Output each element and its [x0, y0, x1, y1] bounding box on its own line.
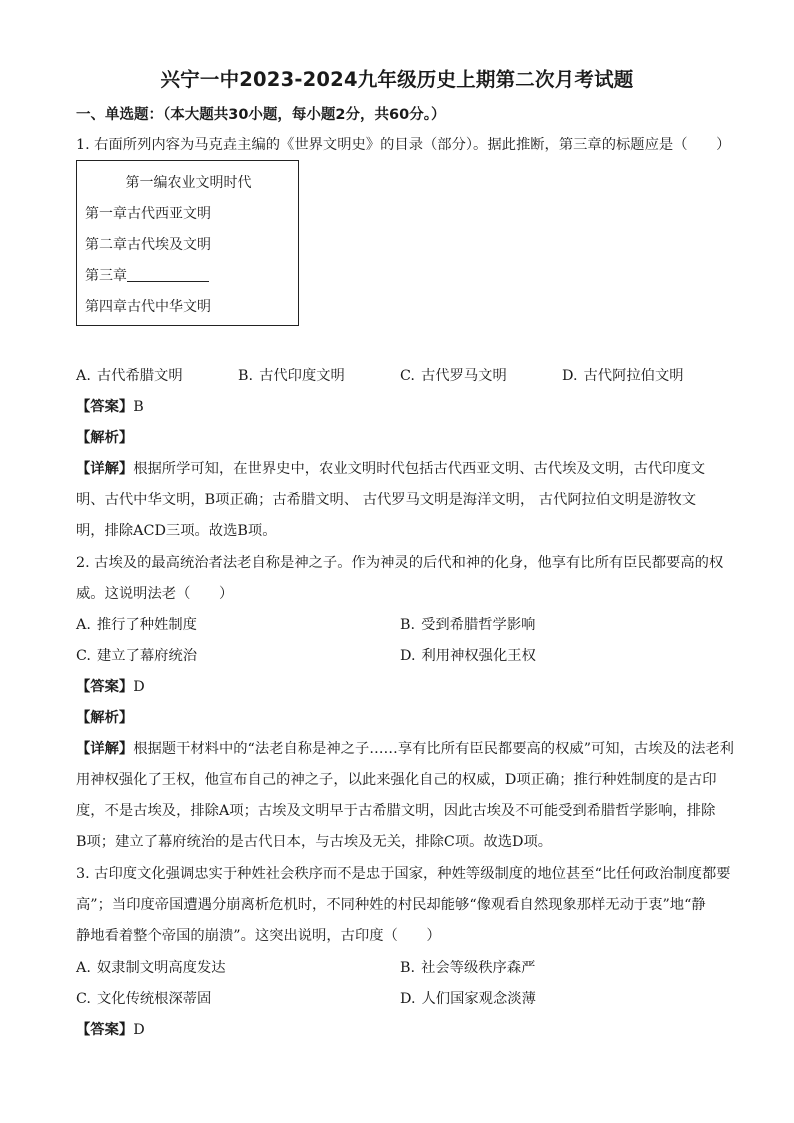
q1-stem: 1. 右面所列内容为马克垚主编的《世界文明史》的目录（部分）。据此推断，第三章的标题应是（ ）	[76, 137, 731, 153]
q1-answer: 【答案】B	[76, 399, 144, 415]
page-title: 兴宁一中2023-2024九年级历史上期第二次月考试题	[160, 68, 634, 91]
q3-option-b[interactable]: B. 社会等级秩序森严	[400, 960, 536, 976]
q3-stem-line-2: 高”；当印度帝国遭遇分崩离析危机时，不同种姓的村民却能够“像观看自然现象那样无动于衷”地“静	[76, 897, 706, 913]
q2-option-b[interactable]: B. 受到希腊哲学影响	[400, 617, 536, 633]
q1-analysis-label: 【解析】	[76, 430, 134, 446]
toc-chapter-3	[85, 266, 209, 286]
q1-detail-line-1: 【详解】根据所学可知，在世界史中，农业文明时代包括古代西亚文明、古代埃及文明，古代印度文	[76, 461, 706, 477]
q1-detail-line-3: 明，排除ACD三项。故选B项。	[76, 523, 277, 539]
q2-answer: 【答案】D	[76, 679, 145, 695]
q2-stem-line-1: 2. 古埃及的最高统治者法老自称是神之子。作为神灵的后代和神的化身，他享有比所有臣民都要高的权	[76, 555, 724, 571]
q1-option-d[interactable]: D. 古代阿拉伯文明	[562, 368, 684, 384]
q2-stem-line-2: 威。这说明法老（ ）	[76, 586, 234, 602]
q2-detail-line-4: B项；建立了幕府统治的是古代日本，与古埃及无关，排除C项。故选D项。	[76, 834, 553, 850]
q2-detail-line-2: 用神权强化了王权，他宣布自己的神之子，以此来强化自己的权威，D项正确；推行种姓制度的是古印	[76, 772, 717, 788]
q2-option-a[interactable]: A. 推行了种姓制度	[76, 617, 197, 633]
q1-option-c[interactable]: C. 古代罗马文明	[400, 368, 507, 384]
section-heading: 一、单选题：（本大题共30小题，每小题2分，共60分。）	[76, 107, 446, 123]
q1-table-of-contents	[76, 160, 299, 326]
q2-option-d[interactable]: D. 利用神权强化王权	[400, 648, 536, 664]
q3-option-c[interactable]: C. 文化传统根深蒂固	[76, 991, 212, 1007]
q1-option-a[interactable]: A. 古代希腊文明	[76, 368, 183, 384]
q2-analysis-label: 【解析】	[76, 710, 134, 726]
fill-in-blank	[127, 267, 209, 282]
toc-part-heading: 第一编农业文明时代	[125, 175, 252, 191]
q3-stem-line-3: 静地看着整个帝国的崩溃”。这突出说明，古印度（ ）	[76, 928, 441, 944]
q3-option-a[interactable]: A. 奴隶制文明高度发达	[76, 960, 226, 976]
q1-option-b[interactable]: B. 古代印度文明	[238, 368, 345, 384]
toc-chapter-2: 第二章古代埃及文明	[85, 237, 211, 253]
q3-stem-line-1: 3. 古印度文化强调忠实于种姓社会秩序而不是忠于国家，种姓等级制度的地位甚至“比任何政治制度都要	[76, 866, 731, 882]
q3-answer: 【答案】D	[76, 1022, 145, 1038]
q2-detail-line-1: 【详解】根据题干材料中的“法老自称是神之子……享有比所有臣民都要高的权威”可知，古埃及的法老利	[76, 741, 734, 757]
q2-detail-line-3: 度，不是古埃及，排除A项；古埃及文明早于古希腊文明，因此古埃及不可能受到希腊哲学影响，排除	[76, 803, 716, 819]
q3-option-d[interactable]: D. 人们国家观念淡薄	[400, 991, 536, 1007]
q2-option-c[interactable]: C. 建立了幕府统治	[76, 648, 198, 664]
toc-chapter-4: 第四章古代中华文明	[85, 299, 211, 315]
toc-chapter-1: 第一章古代西亚文明	[85, 206, 211, 222]
q1-detail-line-2: 明、古代中华文明，B项正确；古希腊文明、 古代罗马文明是海洋文明， 古代阿拉伯文明是游牧文	[76, 492, 697, 508]
toc-chapter-3-label: 第三章	[85, 268, 127, 284]
